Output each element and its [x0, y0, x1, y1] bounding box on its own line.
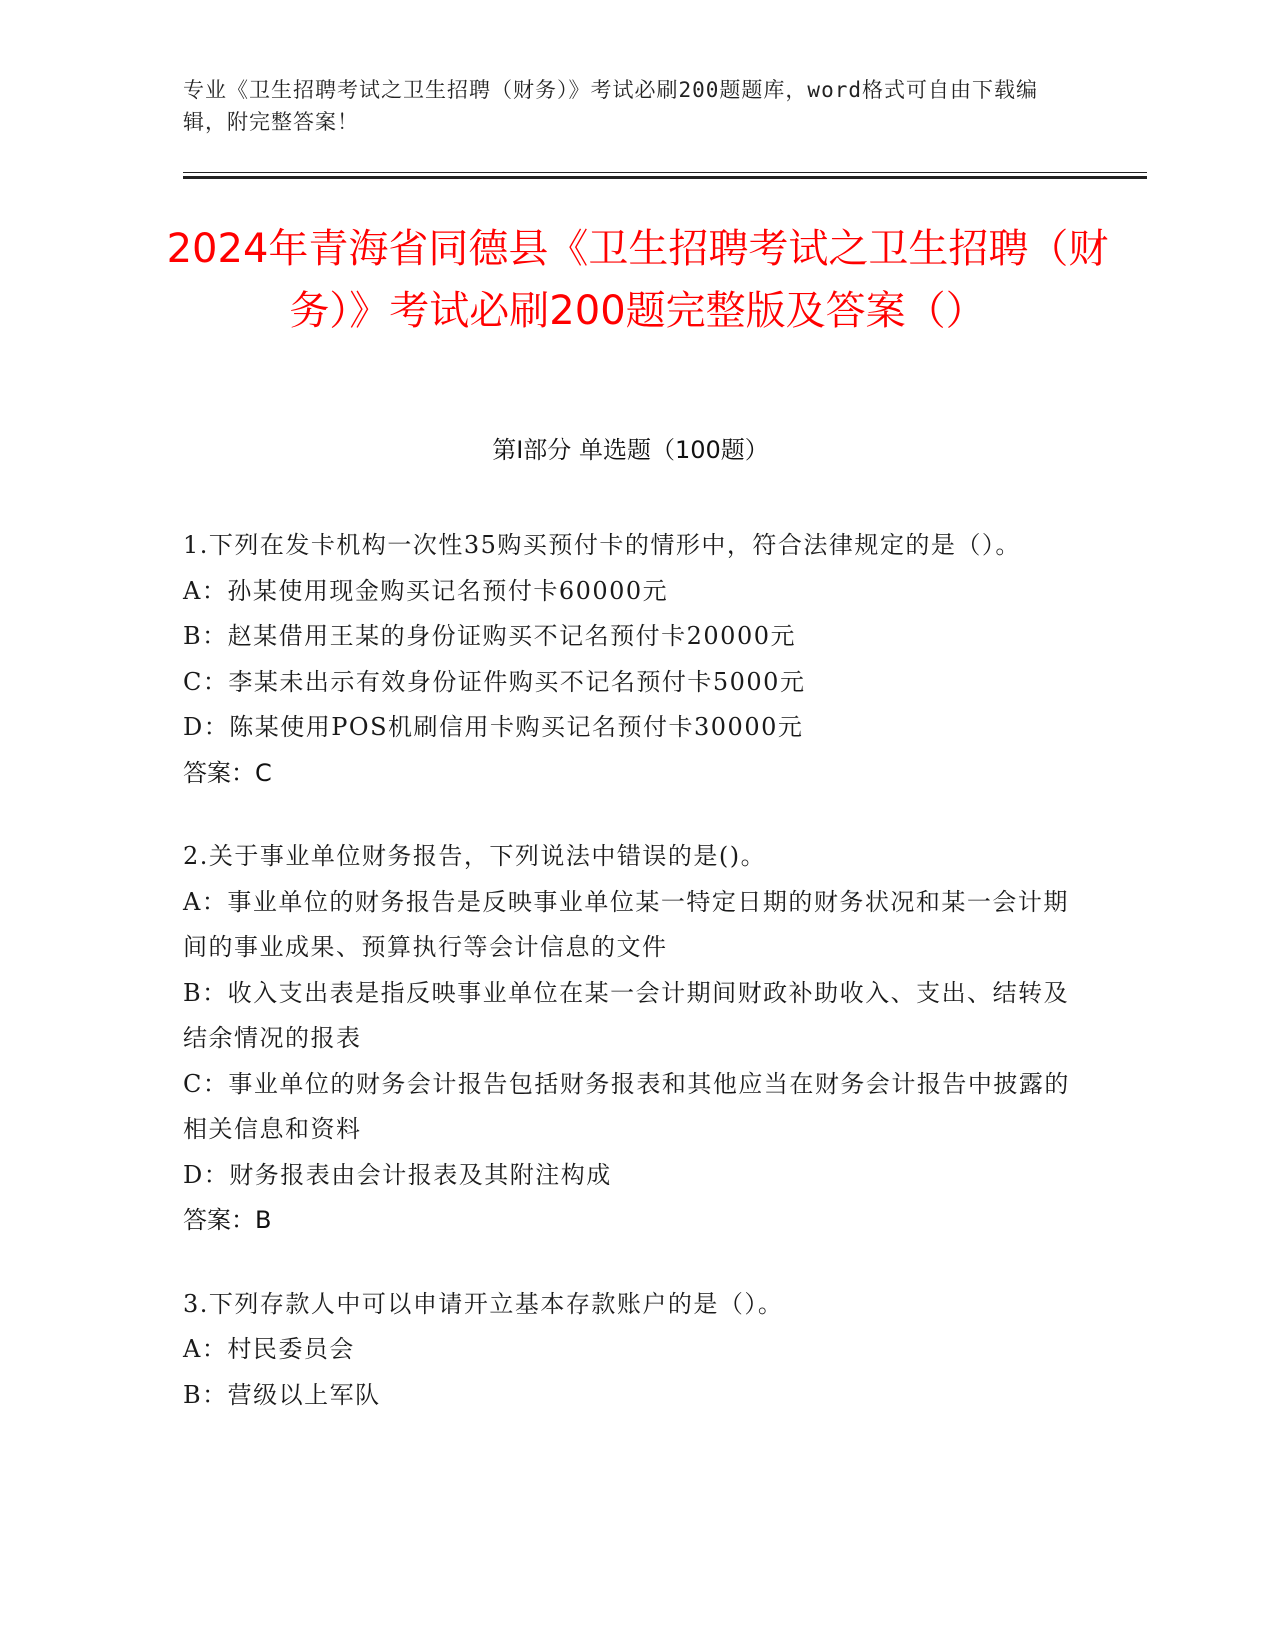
header-note: 专业《卫生招聘考试之卫生招聘（财务）》考试必刷200题题库，word格式可自由下载编辑，附完整答案！: [183, 78, 1038, 134]
question-2: [183, 834, 1078, 1244]
answer-label: 答案：C: [183, 758, 272, 787]
option-a: A：事业单位的财务报告是反映事业单位某一特定日期的财务状况和某一会计期间的事业成果、预算执行等会计信息的文件: [183, 887, 1069, 961]
option-b: B：赵某借用王某的身份证购买不记名预付卡20000元: [183, 622, 796, 650]
question-1: [183, 523, 1078, 796]
question-list: [183, 523, 1078, 1456]
option-b: B：收入支出表是指反映事业单位在某一会计期间财政补助收入、支出、结转及结余情况的报表: [183, 978, 1070, 1052]
question-3: [183, 1282, 1078, 1419]
option-b: B：营级以上军队: [183, 1380, 381, 1409]
option-a: A：孙某使用现金购买记名预付卡60000元: [183, 576, 669, 605]
option-a: A：村民委员会: [183, 1335, 355, 1363]
option-d: D：陈某使用POS机刷信用卡购买记名预付卡30000元: [183, 713, 804, 741]
header-divider-thin: [183, 172, 1147, 173]
option-c: C：事业单位的财务会计报告包括财务报表和其他应当在财务会计报告中披露的相关信息和资料: [183, 1069, 1070, 1143]
question-stem: 2.关于事业单位财务报告，下列说法中错误的是()。: [183, 842, 767, 870]
answer-label: 答案：B: [183, 1206, 272, 1234]
section-heading: 第Ⅰ部分 单选题（100题）: [492, 436, 769, 464]
option-c: C：李某未出示有效身份证件购买不记名预付卡5000元: [183, 667, 806, 696]
question-stem: 3.下列存款人中可以申请开立基本存款账户的是（）。: [183, 1289, 784, 1318]
header-divider-thick: [183, 176, 1147, 179]
question-stem: 1.下列在发卡机构一次性35购买预付卡的情形中，符合法律规定的是（）。: [183, 531, 1021, 559]
document-title: 2024年青海省同德县《卫生招聘考试之卫生招聘（财务）》考试必刷200题完整版及答案（）: [166, 226, 1109, 334]
option-d: D：财务报表由会计报表及其附注构成: [183, 1160, 612, 1189]
